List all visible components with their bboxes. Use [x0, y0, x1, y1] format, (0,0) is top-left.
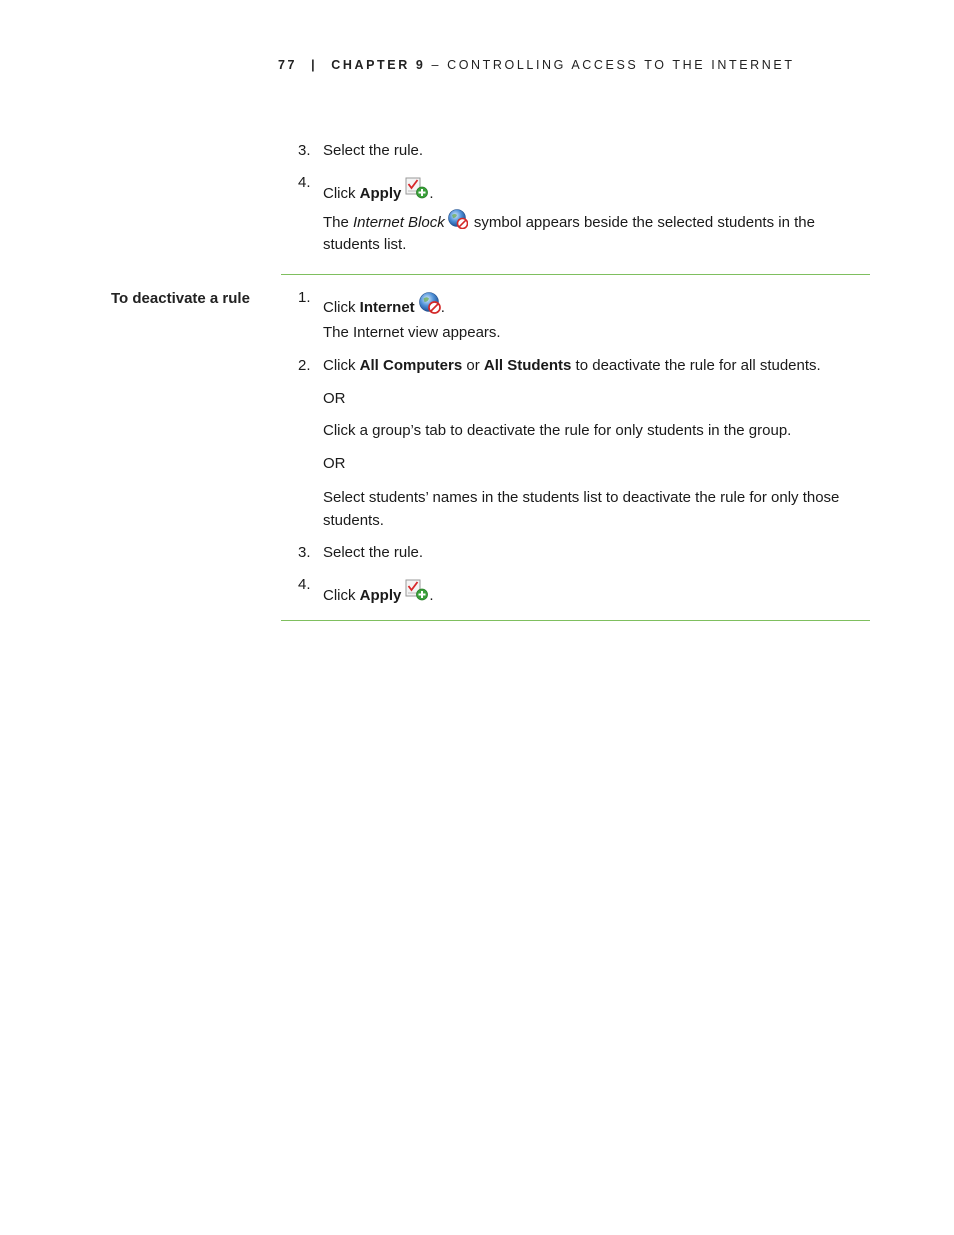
step-text-middle: or: [462, 357, 484, 374]
running-header: [278, 58, 795, 72]
step-text-suffix: .: [440, 299, 445, 316]
step-click-all: [298, 355, 858, 377]
step-number: 1.: [298, 289, 311, 306]
step-number: 3.: [298, 544, 311, 561]
chapter-label: CHAPTER 9: [331, 58, 426, 72]
page-number: 77: [278, 58, 298, 72]
step-number: 2.: [298, 357, 311, 374]
chapter-title: – CONTROLLING ACCESS TO THE INTERNET: [431, 58, 795, 72]
apply-icon: [405, 579, 429, 601]
internet-icon: [419, 292, 441, 314]
section-divider: [281, 274, 870, 275]
internet-block-term: Internet Block: [353, 214, 445, 231]
header-separator: |: [311, 58, 318, 72]
note-suffix: symbol appears beside the selected students in the students list.: [323, 214, 815, 253]
internet-block-icon: [448, 209, 468, 229]
step-click-apply: [298, 174, 858, 205]
step-text-suffix: .: [429, 587, 434, 604]
step-select-rule: [298, 140, 858, 162]
step-text: Select the rule.: [323, 544, 424, 561]
step-click-apply: [298, 576, 858, 607]
step-text-prefix: Click: [323, 357, 360, 374]
alternative-select-students: Select students’ names in the students list to deactivate the rule for only those students.: [323, 489, 840, 529]
step-select-rule: [298, 542, 858, 564]
procedure-heading: To deactivate a rule: [111, 290, 250, 307]
internet-view-note: The Internet view appears.: [323, 324, 501, 341]
note-prefix: The: [323, 214, 354, 231]
step-text-suffix: .: [429, 185, 434, 202]
step-number: 3.: [298, 142, 311, 159]
step-text-prefix: Click: [323, 299, 360, 316]
internet-label: Internet: [359, 299, 415, 316]
step-number: 4.: [298, 576, 311, 593]
apply-label: Apply: [359, 185, 402, 202]
step-text: [323, 292, 858, 319]
all-computers-label: All Computers: [359, 357, 463, 374]
step-number: 4.: [298, 174, 311, 191]
or-separator: OR: [323, 455, 346, 472]
step-text-suffix: to deactivate the rule for all students.: [571, 357, 821, 374]
alternative-group-tab: Click a group’s tab to deactivate the rule for only students in the group.: [323, 422, 792, 439]
internet-block-note: [323, 209, 853, 256]
step-text: [323, 177, 858, 205]
section-divider: [281, 620, 870, 621]
all-students-label: All Students: [483, 357, 572, 374]
step-text-prefix: Click: [323, 587, 360, 604]
apply-label: Apply: [359, 587, 402, 604]
step-text: [323, 355, 858, 377]
or-separator: OR: [323, 390, 346, 407]
step-click-internet: [298, 289, 858, 319]
step-text: Select the rule.: [323, 142, 424, 159]
apply-icon: [405, 177, 429, 199]
step-text: [323, 579, 858, 607]
step-text-prefix: Click: [323, 185, 360, 202]
